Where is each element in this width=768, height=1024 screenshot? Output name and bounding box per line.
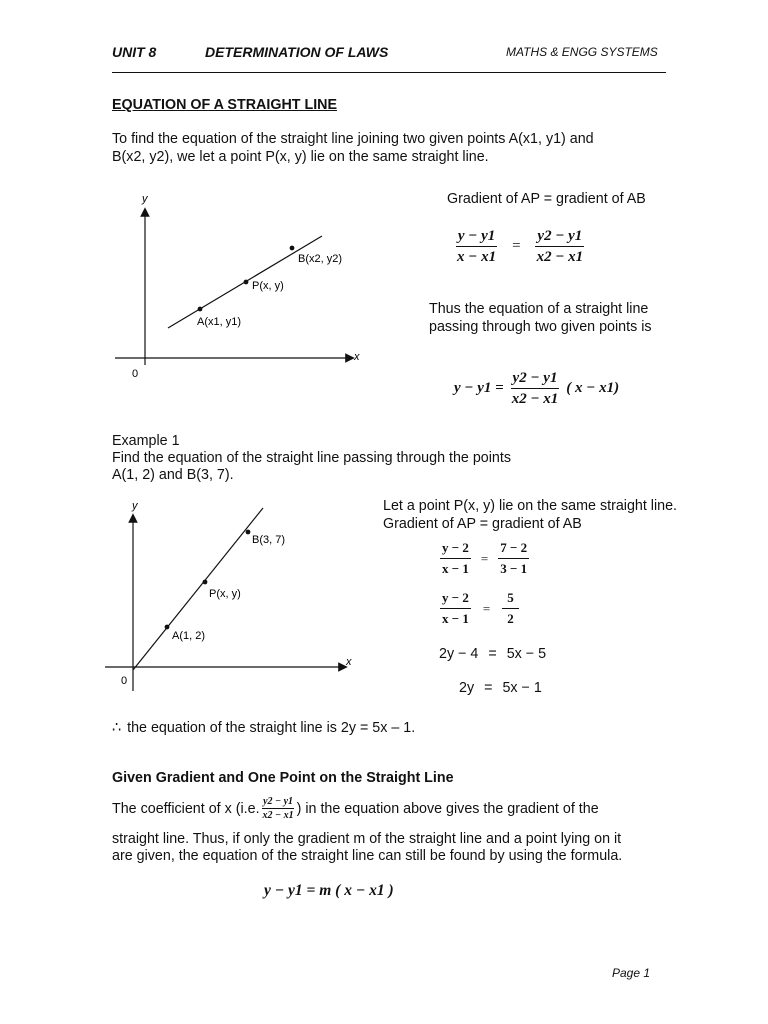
header-rule [112,72,666,73]
equals-sign: = [482,600,491,616]
step-4-right: 5x − 1 [502,680,542,696]
fraction [510,370,561,407]
fraction-right [498,540,529,577]
x-axis-label: x [346,656,352,668]
point-p-label: P(x, y) [252,280,284,292]
step-4 [459,680,542,696]
point-p-dot [203,580,208,585]
fraction-left [440,540,471,577]
equals-sign: = [488,646,497,662]
formula-right: ( x − x1) [566,380,620,396]
conclusion [112,719,415,737]
fraction-numerator: y2 − y1 [263,796,294,807]
header-right: MATHS & ENGG SYSTEMS [506,45,658,59]
step-3 [439,646,546,662]
fraction-right [535,228,586,265]
point-a-dot [165,625,170,630]
therefore-icon: ∴ [112,720,122,736]
formula-two-point [454,370,619,407]
point-slope-formula: y − y1 = m ( x − x1 ) [264,882,394,899]
conclusion-text: the equation of the straight line is 2y = 5x – 1. [127,720,416,736]
point-p-label: P(x, y) [209,588,241,600]
fraction-denominator: x − x1 [457,249,497,265]
fraction-numerator: y2 − y1 [511,370,560,389]
fraction-numerator: y − 2 [440,540,471,559]
thus-line-2: passing through two given points is [429,319,652,335]
formula-gradient-equality [455,228,585,265]
fraction-denominator: x2 − x1 [262,810,294,821]
step-3-right: 5x − 5 [506,646,547,662]
fraction-numerator: y − 2 [440,590,471,609]
fraction-numerator: 7 − 2 [498,540,529,559]
inline-fraction [262,796,295,821]
equals-sign: = [480,550,489,566]
example-title: Example 1 [112,433,180,449]
let-line: Let a point P(x, y) lie on the same straight line. [383,498,678,514]
x-axis-label: x [354,351,360,363]
fraction-denominator: x − 1 [442,611,469,626]
formula-left: y − y1 = [454,380,504,396]
equals-sign: = [484,680,493,696]
fraction-left [455,228,498,265]
section-2-heading: Given Gradient and One Point on the Straight Line [112,770,454,786]
fraction-denominator: 3 − 1 [500,561,528,576]
fraction-denominator: x2 − x1 [511,391,559,407]
para-end: ) in the equation above gives the gradient of the [296,800,599,817]
graph-example [105,496,365,696]
section-2-paragraph-line-1 [112,796,599,821]
fraction-right [502,590,519,627]
gradient-statement: Gradient of AP = gradient of AB [447,191,646,207]
equals-sign: = [512,238,521,254]
point-b-label: B(3, 7) [252,534,286,546]
fraction-left [440,590,471,627]
point-p-dot [244,280,249,285]
y-axis-label: y [132,500,138,512]
page-number: Page 1 [612,966,651,980]
example-line-1: Find the equation of the straight line passing through the points [112,450,511,466]
origin-label: 0 [132,368,139,380]
example-line-2: A(1, 2) and B(3, 7). [112,467,234,483]
step-2 [440,590,519,627]
fraction-numerator: y2 − y1 [535,228,584,247]
point-b-label: B(x2, y2) [298,253,343,265]
point-b-dot [290,246,295,251]
section-2-paragraph-line-2: straight line. Thus, if only the gradient m of the straight line and a point lying on it [112,831,622,847]
fraction-denominator: 2 [507,611,514,626]
step-3-left: 2y − 4 [439,646,479,662]
point-a-label: A(1, 2) [172,630,206,642]
fraction-denominator: x − 1 [442,561,469,576]
fraction-denominator: x2 − x1 [536,249,584,265]
origin-label: 0 [121,675,128,687]
gradient-line: Gradient of AP = gradient of AB [383,516,582,532]
fraction-numerator: 5 [502,590,519,609]
header-title: DETERMINATION OF LAWS [205,44,389,60]
point-a-label: A(x1, y1) [197,316,242,328]
step-4-left: 2y [459,680,475,696]
unit-label: UNIT 8 [112,44,157,60]
fraction-numerator: y − y1 [456,228,497,247]
y-axis-label: y [142,193,148,205]
thus-line-1: Thus the equation of a straight line [429,301,649,317]
section-2-paragraph-line-3: are given, the equation of the straight line can still be found by using the formula. [112,848,623,864]
section-heading: EQUATION OF A STRAIGHT LINE [112,97,338,113]
point-b-dot [246,530,251,535]
straight-line [133,508,263,670]
intro-line-2: B(x2, y2), we let a point P(x, y) lie on the same straight line. [112,149,489,165]
para-start: The coefficient of x (i.e. [112,800,260,817]
point-a-dot [198,307,203,312]
graph-general-line [110,190,370,385]
intro-line-1: To find the equation of the straight line joining two given points A(x1, y1) and [112,131,594,147]
step-1 [440,540,529,577]
